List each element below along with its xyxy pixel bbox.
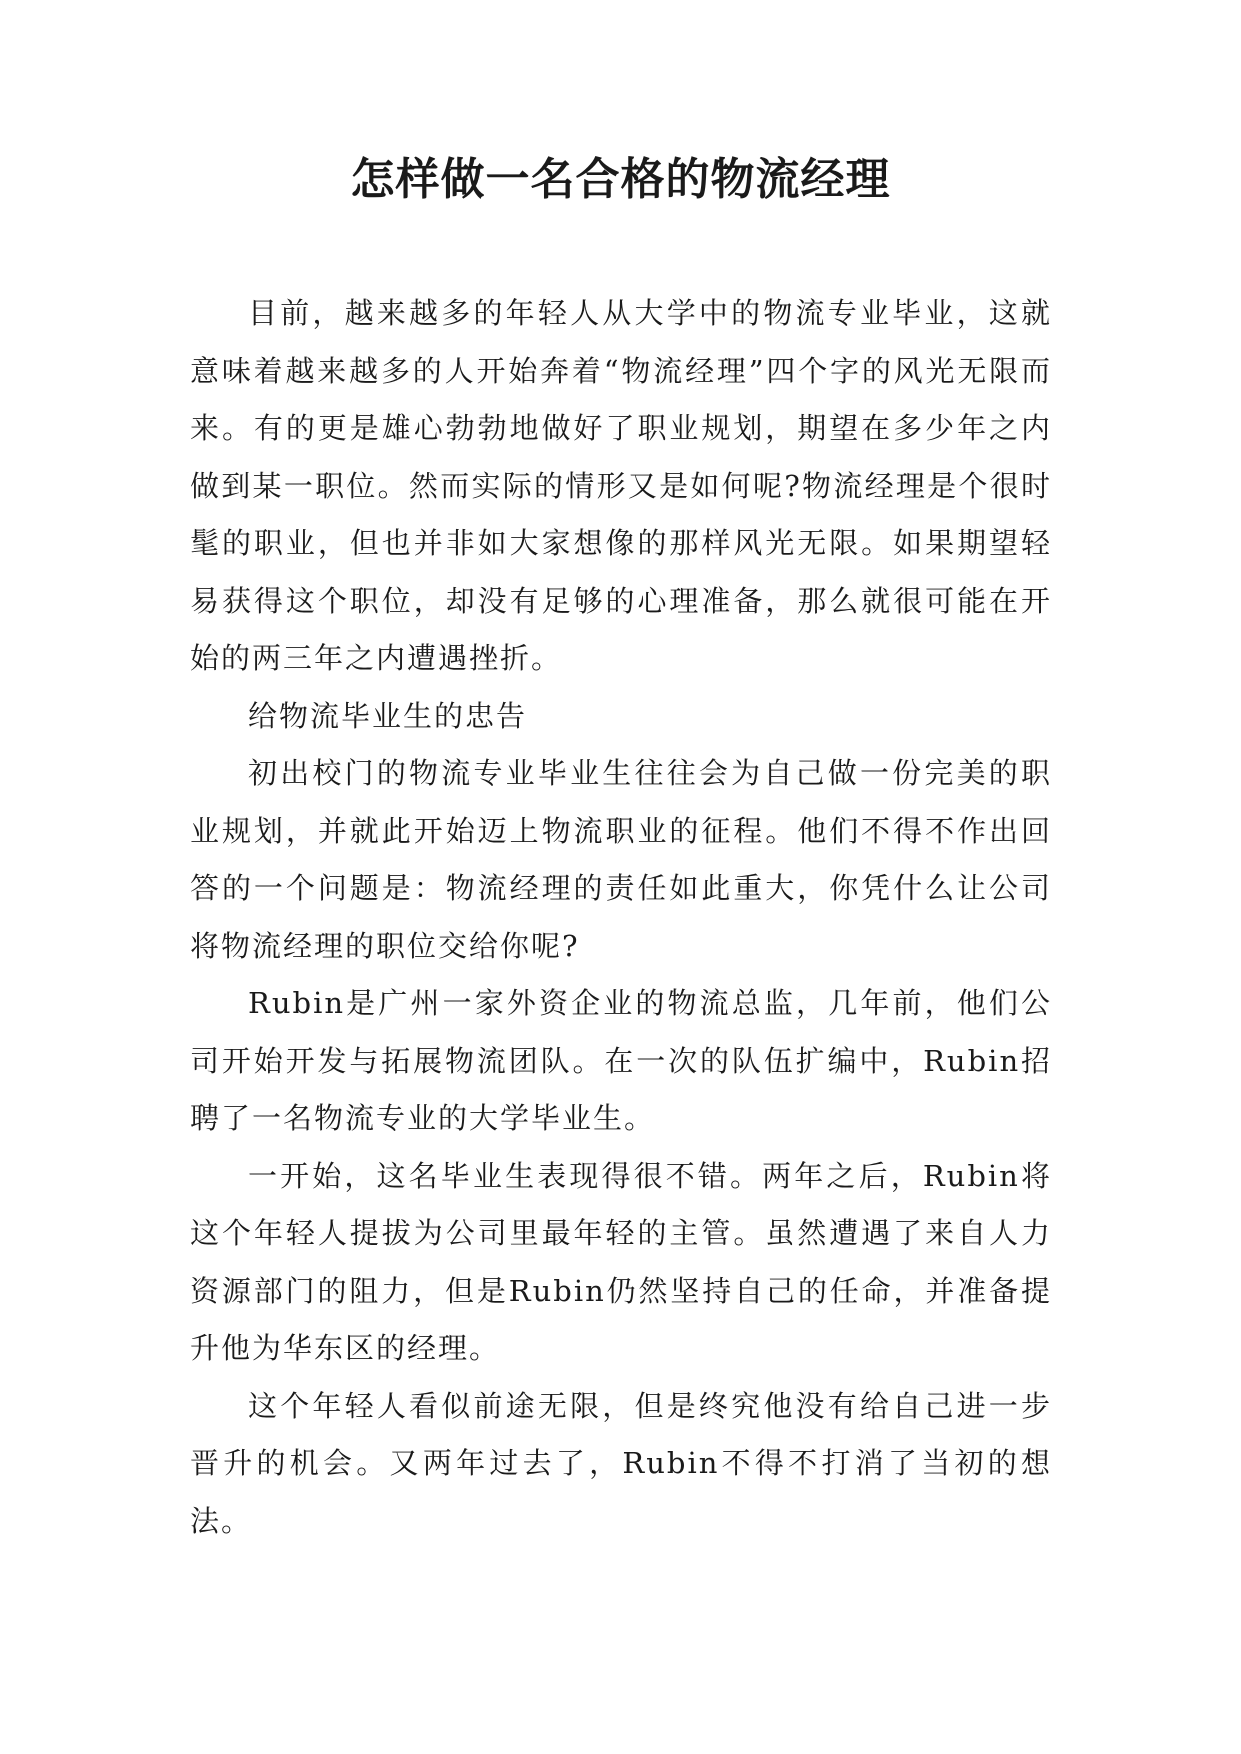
paragraph-rubin-hiring: Rubin是广州一家外资企业的物流总监，几年前，他们公司开始开发与拓展物流团队。在一次的队伍扩编中，Rubin招聘了一名物流专业的大学毕业生。 [190, 986, 1052, 1135]
paragraph-outcome: 这个年轻人看似前途无限，但是终究他没有给自己进一步晋升的机会。又两年过去了，Rubin不得不打消了当初的想法。 [190, 1388, 1052, 1538]
paragraph-intro: 目前，越来越多的年轻人从大学中的物流专业毕业，这就意味着越来越多的人开始奔着“物流经理”四个字的风光无限而来。有的更是雄心勃勃地做好了职业规划，期望在多少年之内做到某一职位。然而实际的情形又是如何呢?物流经理是个很时髦的职业，但也并非如大家想像的那样风光无限。如果期望轻易获得这个职位，却没有足够的心理准备，那么就很可能在开始的两三年之内遭遇挫折。 [190, 296, 1052, 675]
paragraph-promotion: 一开始，这名毕业生表现得很不错。两年之后，Rubin将这个年轻人提拔为公司里最年轻的主管。虽然遭遇了来自人力资源部门的阻力，但是Rubin仍然坚持自己的任命，并准备提升他为华东区的经理。 [190, 1158, 1052, 1365]
paragraph-advice: 初出校门的物流专业毕业生往往会为自己做一份完美的职业规划，并就此开始迈上物流职业的征程。他们不得不作出回答的一个问题是：物流经理的责任如此重大，你凭什么让公司将物流经理的职位交给你呢? [190, 756, 1052, 963]
document-body [190, 285, 1052, 1550]
document-title: 怎样做一名合格的物流经理 [350, 154, 891, 205]
paragraph-subheading: 给物流毕业生的忠告 [248, 698, 528, 733]
